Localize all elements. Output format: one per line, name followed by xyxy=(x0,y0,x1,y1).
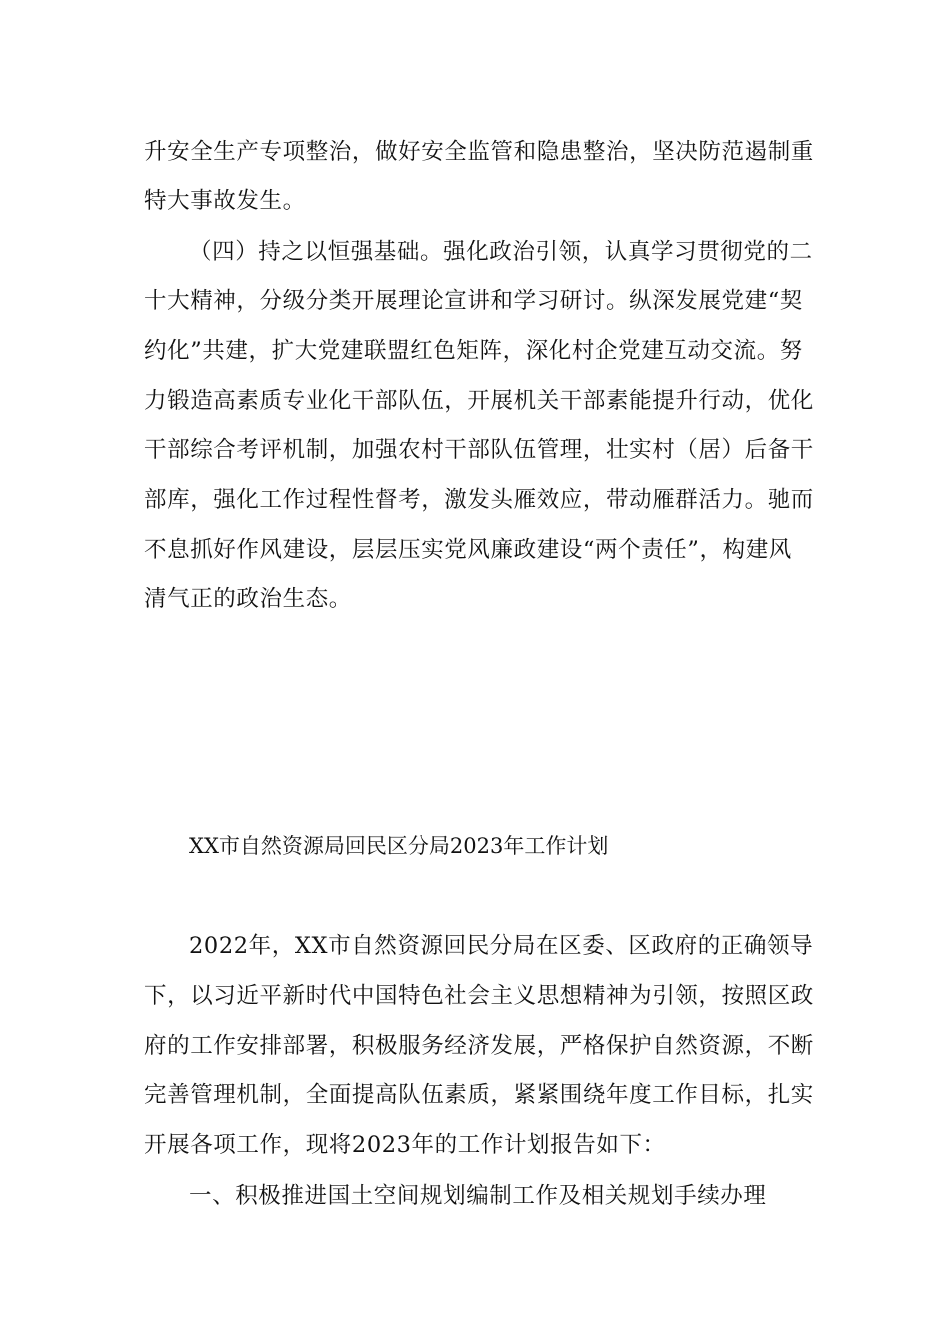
paragraph-line: 2022年，XX市自然资源回民分局在区委、区政府的正确领导 xyxy=(189,933,814,959)
paragraph-line: 完善管理机制，全面提高队伍素质，紧紧围绕年度工作目标，扎实 xyxy=(144,1082,814,1108)
paragraph-line: 下，以习近平新时代中国特色社会主义思想精神为引领，按照区政 xyxy=(144,983,814,1009)
paragraph-line: 不息抓好作风建设，层层压实党风廉政建设“两个责任”，构建风 xyxy=(144,537,792,563)
paragraph-line: 特大事故发生。 xyxy=(144,188,306,214)
paragraph-line: 升安全生产专项整治，做好安全监管和隐患整治，坚决防范遏制重 xyxy=(144,139,814,165)
section-one-heading: 一、积极推进国土空间规划编制工作及相关规划手续办理 xyxy=(189,1183,767,1209)
paragraph-line: 部库，强化工作过程性督考，激发头雁效应，带动雁群活力。驰而 xyxy=(144,487,814,513)
paragraph-line: 清气正的政治生态。 xyxy=(144,586,352,612)
paragraph-line: （四）持之以恒强基础。强化政治引领，认真学习贯彻党的二 xyxy=(189,239,813,265)
paragraph-line: 力锻造高素质专业化干部队伍，开展机关干部素能提升行动，优化 xyxy=(144,388,814,414)
paragraph-line: 府的工作安排部署，积极服务经济发展，严格保护自然资源，不断 xyxy=(144,1033,814,1059)
paragraph-line: 约化”共建，扩大党建联盟红色矩阵，深化村企党建互动交流。努 xyxy=(144,338,803,364)
paragraph-line: 十大精神，分级分类开展理论宣讲和学习研讨。纵深发展党建“契 xyxy=(144,288,803,314)
paragraph-line: 开展各项工作，现将2023年的工作计划报告如下： xyxy=(144,1132,666,1158)
document-title: XX市自然资源局回民区分局2023年工作计划 xyxy=(189,834,609,858)
paragraph-line: 干部综合考评机制，加强农村干部队伍管理，壮实村（居）后备干 xyxy=(144,437,814,463)
